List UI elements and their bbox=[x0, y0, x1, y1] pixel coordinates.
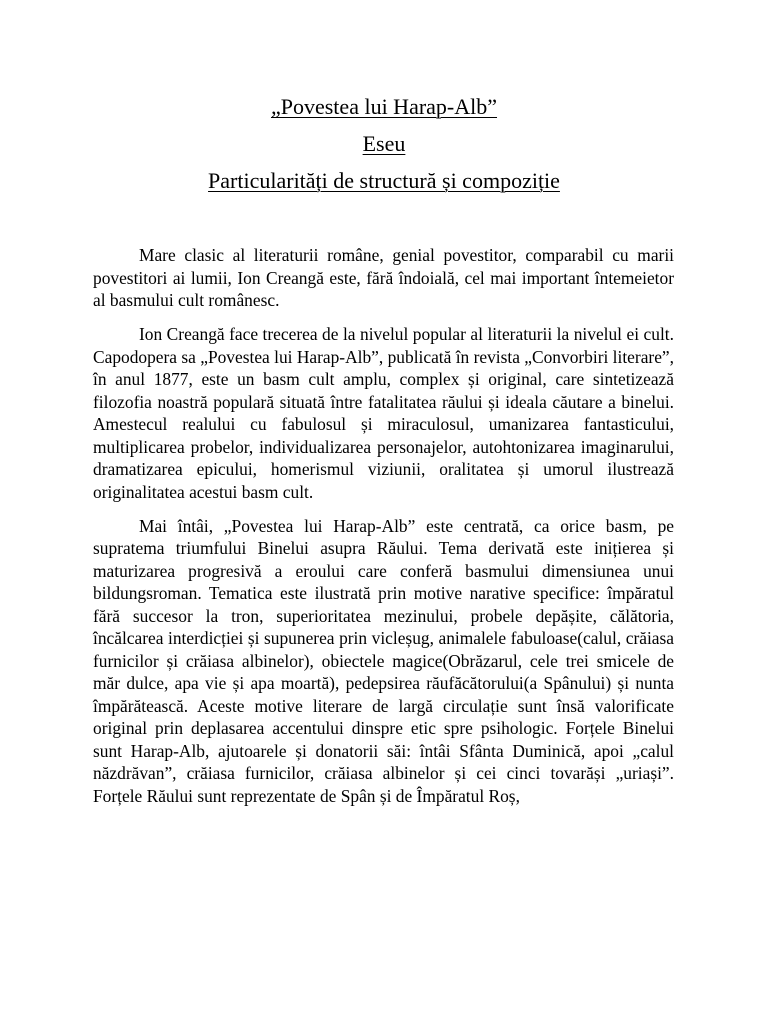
paragraph-context: Ion Creangă face trecerea de la nivelul popular al literaturii la nivelul ei cult. Capodopera sa „Povestea lui Harap-Alb”, publicată în revista „Convorbiri literare”, în anul 1877, este un basm cult amplu, complex și original, care sintetizează filozofia noastră populară situată între fatalitatea răului și ideala căutare a binelui. Amestecul realului cu fabulosul și miraculosul, umanizarea fantasticului, multiplicarea probelor, individualizarea personajelor, autohtonizarea imaginarului, dramatizarea epicului, homerismul viziunii, oralitatea și umorul ilustrează originalitatea acestui basm cult. bbox=[93, 324, 674, 502]
document-title: „Povestea lui Harap-Alb” bbox=[270, 94, 498, 119]
title-block bbox=[0, 88, 768, 199]
document-genre: Eseu bbox=[362, 131, 406, 156]
paragraph-intro: Mare clasic al literaturii române, genial povestitor, comparabil cu marii povestitori ai lumii, Ion Creangă este, fără îndoială, cel mai important întemeietor al basmului cult românesc. bbox=[93, 245, 674, 310]
document-subtitle: Particularități de structură și compoziție bbox=[208, 168, 560, 193]
paragraph-theme: Mai întâi, „Povestea lui Harap-Alb” este centrată, ca orice basm, pe supratema triumfului Binelui asupra Răului. Tema derivată este inițierea și maturizarea progresivă a eroului care conferă basmului dimensiunea unui bildungsroman. Tematica este ilustrată prin motive narative specifice: împăratul fără succesor la tron, superioritatea mezinului, probele depășite, călătoria, încălcarea interdicției și supunerea prin vicleșug, animalele fabuloase(calul, crăiasa furnicilor și crăiasa albinelor), obiectele magice(Obrăzarul, cele trei smicele de măr dulce, apa vie și apa moartă), pedepsirea răufăcătorului(a Spânului) și nunta împărătească. Aceste motive literare de largă circulație sunt însă valorificate original prin deplasarea accentului dinspre etic spre psihologic. Forțele Binelui sunt Harap-Alb, ajutoarele și donatorii săi: întâi Sfânta Duminică, apoi „calul năzdrăvan”, crăiasa furnicilor, crăiasa albinelor și cei cinci tovarăși „uriași”. Forțele Răului sunt reprezentate de Spân și de Împăratul Roș, bbox=[93, 515, 674, 806]
essay-body bbox=[93, 244, 674, 819]
